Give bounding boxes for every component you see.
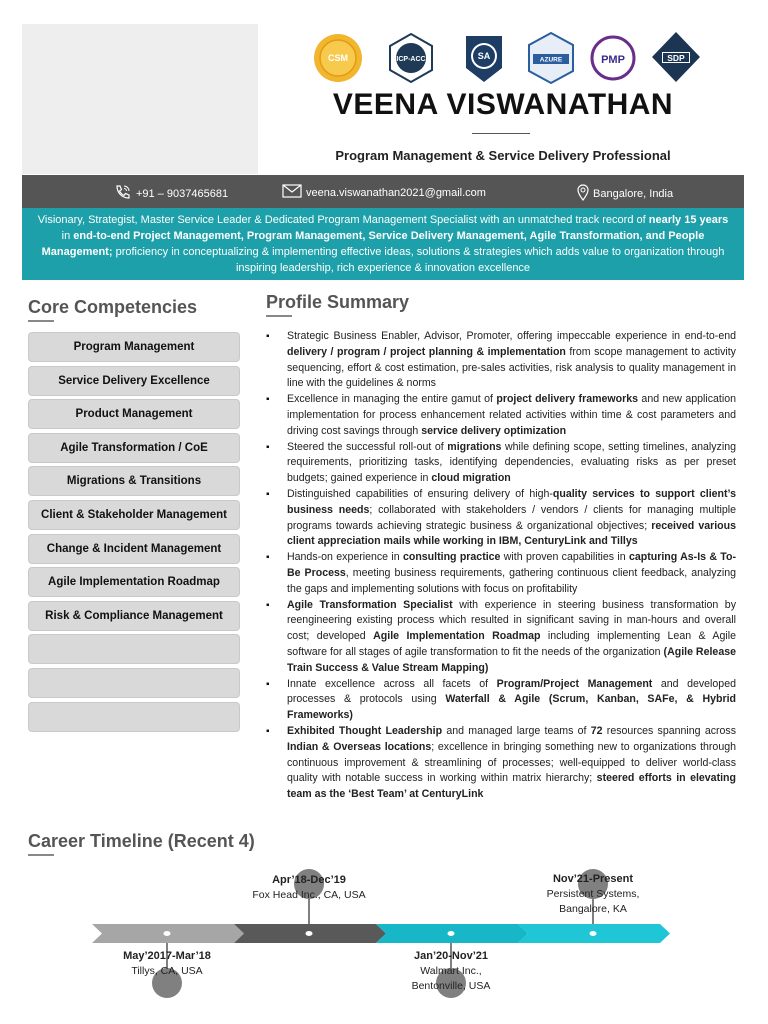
timeline-company: Walmart Inc., — [420, 965, 482, 977]
competency-item: Agile Transformation / CoE — [28, 433, 240, 463]
summary-text: resources spanning across — [602, 724, 737, 737]
intro-highlight: end-to-end Project Management, Program Management, Service Delivery Management, Agile Transformation, and People Management; — [41, 230, 705, 258]
competency-item: Risk & Compliance Management — [28, 601, 240, 631]
summary-text: Distinguished capabilities of ensuring delivery of high- — [287, 487, 553, 500]
intro-text: in — [61, 230, 74, 242]
timeline-dates: May’2017-Mar’18 — [123, 950, 211, 962]
timeline-entry — [92, 949, 242, 979]
summary-text: Innate excellence across all facets of — [287, 677, 497, 690]
profile-summary-heading: Profile Summary — [266, 292, 410, 312]
summary-text: , meeting business requirements, gathering continuous client feedback, analyzing the gaps and implementing solutions with focus on profitability — [287, 566, 736, 595]
professional-title: Program Management & Service Delivery Professional — [335, 148, 671, 163]
timeline-dates: Apr’18-Dec’19 — [272, 874, 346, 886]
summary-highlight: steered efforts in elevating team as the ‘Best Team’ at CenturyLink — [287, 772, 736, 801]
timeline-dot — [164, 931, 171, 936]
safe-sdp-badge-text: SDP — [667, 53, 685, 63]
timeline-company: Persistent Systems, — [546, 888, 640, 900]
summary-highlight: Exhibited Thought Leadership — [287, 724, 443, 737]
summary-highlight: consulting practice — [402, 551, 501, 564]
summary-highlight: Waterfall & Agile (Scrum, Kanban, SAFe, & Hybrid Frameworks) — [287, 693, 736, 722]
timeline-dot — [306, 931, 313, 936]
summary-text: and developed processes & protocols using — [287, 677, 736, 706]
competency-item: Agile Implementation Roadmap — [28, 567, 240, 597]
summary-text: Strategic Business Enabler, Advisor, Promoter, offering impeccable experience in end-to-end — [287, 330, 736, 342]
competency-item: Migrations & Transitions — [28, 466, 240, 496]
summary-highlight: Agile Implementation Roadmap — [373, 630, 541, 643]
timeline-dot — [448, 931, 455, 936]
summary-highlight: migrations — [447, 440, 502, 453]
summary-text: while defining scope, setting timelines, analyzing requirements, prioritizing tasks, identifying dependencies, evaluating risks as per preset budgets; gained experience in — [287, 440, 736, 485]
summary-highlight: quality services to support client’s business needs — [287, 487, 736, 516]
core-competencies-heading: Core Competencies — [28, 297, 198, 317]
location-text: Bangalore, India — [593, 188, 674, 200]
summary-highlight: Indian & Overseas locations — [287, 740, 432, 753]
summary-highlight: 72 — [590, 724, 603, 737]
timeline-dot — [590, 931, 597, 936]
timeline-location: Bangalore, KA — [559, 903, 627, 915]
csm-badge-text: CSM — [328, 53, 348, 63]
timeline-entry — [234, 873, 384, 903]
competency-item: Program Management — [28, 332, 240, 362]
timeline-company: Tillys, CA, USA — [131, 965, 203, 977]
summary-highlight: Program/Project Management — [496, 677, 653, 690]
summary-highlight: cloud migration — [431, 472, 511, 485]
summary-text: with experience in steering business transformation by reengineering existing process which resulted in significant saving in man-hours and overall cost; developed — [287, 598, 737, 643]
summary-text: Steered the successful roll-out of — [287, 440, 448, 453]
summary-text: ; collaborated with stakeholders / vendors / clients for managing multiple programs towards achieving strategic business & organizational objectives; — [287, 503, 737, 532]
intro-text: Visionary, Strategist, Master Service Leader & Dedicated Program Management Specialist with an unmatched track record of — [37, 214, 649, 226]
summary-text: Excellence in managing the entire gamut of — [287, 393, 497, 406]
timeline-dates: Jan’20-Nov’21 — [414, 950, 488, 962]
azure-badge-text: AZURE — [539, 56, 563, 64]
summary-highlight: Agile Transformation Specialist — [287, 598, 453, 611]
summary-text: and new application implementation for process enhancement related activities within time & cost parameters and driving cost savings through — [287, 393, 736, 437]
timeline-entry — [518, 872, 668, 917]
competency-item: Service Delivery Excellence — [28, 366, 240, 396]
intro-highlight: nearly 15 years — [648, 214, 729, 226]
competency-item: Product Management — [28, 399, 240, 429]
summary-text: and managed large teams of — [442, 724, 591, 737]
pmp-badge-text: PMP — [601, 54, 625, 66]
phone-number: +91 – 9037465681 — [136, 187, 229, 200]
timeline-dates: Nov’21-Present — [552, 873, 634, 885]
summary-text: from scope management to activity sequencing, effort & cost estimation, pre-sales activities, risk analysis to quality management in line with the guidelines & norms — [287, 345, 736, 390]
summary-text: with proven capabilities in — [500, 551, 629, 564]
summary-highlight: project delivery frameworks — [496, 393, 639, 406]
safe-sa-badge-text: SA — [477, 51, 491, 61]
summary-text: Hands-on experience in — [287, 551, 403, 564]
icp-acc-badge-text: ICP-ACC — [396, 56, 426, 63]
competency-item: Change & Incident Management — [28, 534, 240, 564]
summary-text: including implementing Lean & Agile software for all stages of agile transformation to fit the needs of the organization — [287, 630, 736, 658]
email-address: veena.viswanathan2021@gmail.com — [306, 186, 486, 199]
timeline-entry — [376, 949, 526, 994]
summary-highlight: delivery / program / project planning & implementation — [287, 345, 566, 358]
candidate-name: VEENA VISWANATHAN — [332, 88, 674, 121]
timeline-location: Bentonville, USA — [411, 980, 491, 992]
intro-text: proficiency in conceptualizing & implementing effective ideas, solutions & strategies which adds value to organization through inspiring leadership, rich experience & innovation excellence — [112, 246, 725, 274]
career-timeline-heading: Career Timeline (Recent 4) — [28, 831, 255, 851]
summary-highlight: (Agile Release Train Success & Value Stream Mapping) — [287, 645, 736, 674]
timeline-company: Fox Head Inc., CA, USA — [252, 889, 366, 901]
competency-item: Client & Stakeholder Management — [28, 500, 240, 530]
summary-highlight: service delivery optimization — [421, 424, 567, 437]
summary-highlight: capturing As-Is & To-Be Process — [287, 551, 736, 579]
summary-highlight: received various client appreciation mails while working in IBM, CenturyLink and Tillys — [287, 519, 737, 548]
summary-text: ; excellence in bringing something new to organizations through continuous improvement & streamlining of processes; well-equipped to deliver world-class quality with notable success in working within matrix hierarchy; — [287, 740, 736, 785]
